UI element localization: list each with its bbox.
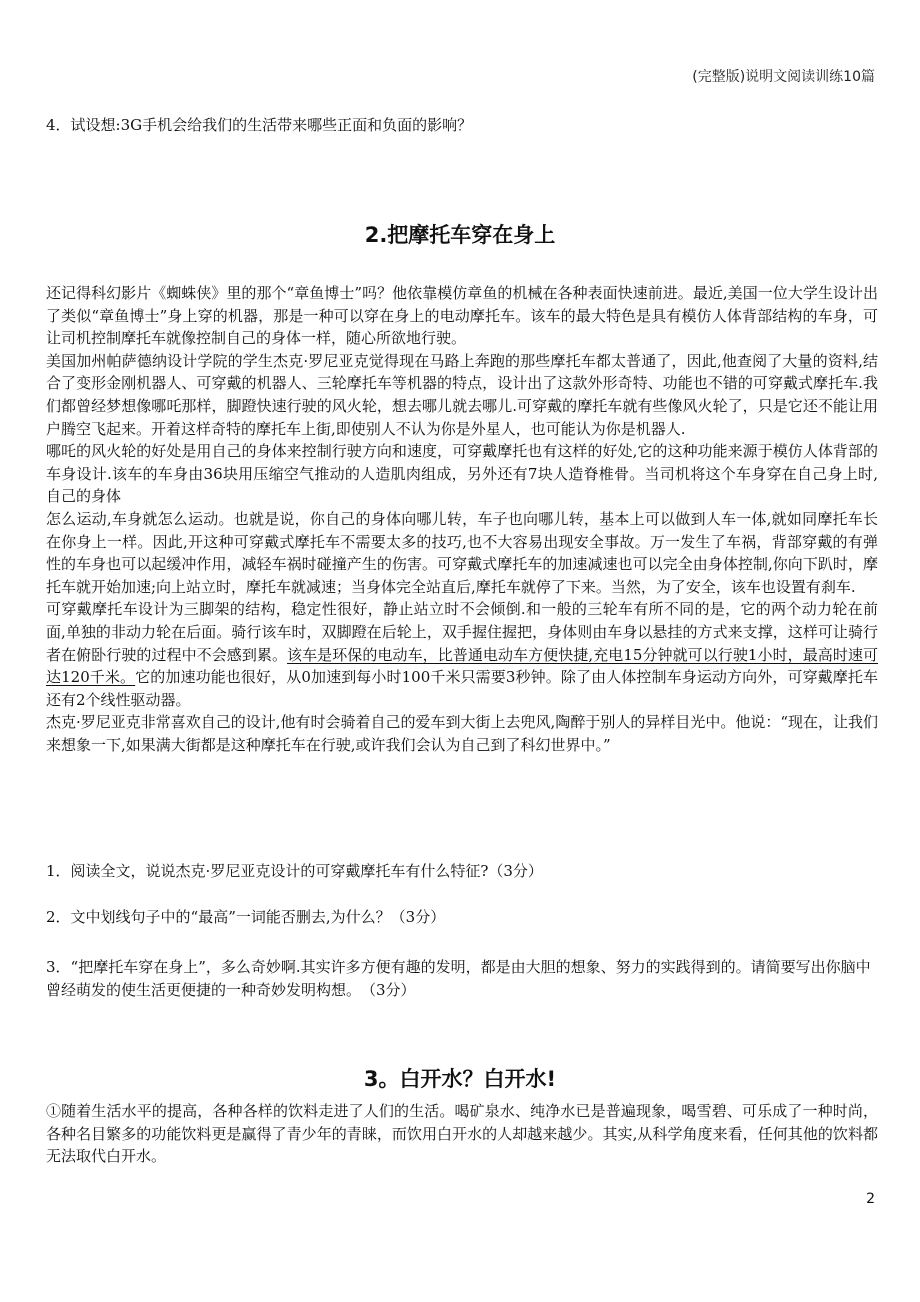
article-3-title: 3。白开水？白开水! (363, 1067, 557, 1091)
page-header: (完整版)说明文阅读训练10篇 (692, 69, 875, 85)
article-3-body (46, 1100, 878, 1168)
question-4: 4．试设想:3G手机会给我们的生活带来哪些正面和负面的影响？ (46, 116, 473, 134)
article-2-paragraph-3: 哪吒的风火轮的好处是用自己的身体来控制行驶方向和速度，可穿戴摩托也有这样的好处,它的这种功能来源于模仿人体背部的车身设计.该车的车身由36块用压缩空气推动的人造肌肉组成，另外还有7块人造脊椎骨。当司机将这个车身穿在自己身上时,自己的身体 (46, 442, 878, 506)
article-2-paragraph-4: 怎么运动,车身就怎么运动。也就是说，你自己的身体向哪儿转，车子也向哪儿转，基本上可以做到人车一体,就如同摩托车长在你身上一样。因此,开这种可穿戴式摩托车不需要太多的技巧,也不大容易出现安全事故。万一发生了车祸，背部穿戴的有弹性的车身也可以起缓冲作用，减轻车祸时碰撞产生的伤害。可穿戴式摩托车的加速减速也可以完全由身体控制,你向下趴时，摩托车就开始加速;向上站立时，摩托车就减速；当身体完全站直后,摩托车就停了下来。当然，为了安全，该车也设置有刹车. (46, 509, 878, 596)
article-2-paragraph-6: 杰克·罗尼亚克非常喜欢自己的设计,他有时会骑着自己的爱车到大街上去兜风,陶醉于别人的异样目光中。他说：“现在，让我们来想象一下,如果满大街都是这种摩托车在行驶,或许我们会认为自己到了科幻世界中。” (46, 713, 878, 754)
underlined-sentence: 该车是环保的电动车，比普通电动车方便快捷,充电15分钟就可以行驶1小时，最高时速可达120千米。 (46, 645, 878, 687)
article-2-body (46, 282, 878, 756)
article-2-title: 2.把摩托车穿在身上 (364, 223, 556, 247)
question-1: 1．阅读全文，说说杰克·罗尼亚克设计的可穿戴摩托车有什么特征?（3分） (46, 862, 543, 880)
article-2-paragraph-1: 还记得科幻影片《蜘蛛侠》里的那个“章鱼博士”吗？他依靠模仿章鱼的机械在各种表面快速前进。最近,美国一位大学生设计出了类似“章鱼博士”身上穿的机器，那是一种可以穿在身上的电动摩托车。该车的最大特色是具有模仿人体背部结构的车身，可让司机控制摩托车就像控制自己的身体一样，随心所欲地行驶。 (46, 284, 878, 348)
article-3-paragraph-1: ①随着生活水平的提高，各种各样的饮料走进了人们的生活。喝矿泉水、纯净水已是普遍现象，喝雪碧、可乐成了一种时尚，各种名目繁多的功能饮料更是赢得了青少年的青睐，而饮用白开水的人却越来越少。其实,从科学角度来看，任何其他的饮料都无法取代白开水。 (46, 1102, 878, 1166)
paragraph-5-text: 可穿戴摩托车设计为三脚架的结构，稳定性很好，静止站立时不会倾倒.和一般的三轮车有所不同的是，它的两个动力轮在前面,单独的非动力轮在后面。骑行该车时，双脚蹬在后轮上，双手握住握把，身体则由车身以悬挂的方式来支撑，这样可让骑行者在俯卧行驶的过程中不会感到累。 (46, 600, 878, 664)
paragraph-5-continued: 它的加速功能也很好，从0加速到每小时100千米只需要3秒钟。除了由人体控制车身运动方向外，可穿戴摩托车还有2个线性驱动器。 (46, 668, 878, 709)
question-2: 2．文中划线句子中的“最高”一词能否删去,为什么？（3分） (46, 908, 446, 926)
question-3: 3．“把摩托车穿在身上”，多么奇妙啊.其实许多方便有趣的发明，都是由大胆的想象、努力的实践得到的。请简要写出你脑中曾经萌发的使生活更便捷的一种奇妙发明构想。 （3分） (46, 958, 871, 999)
article-2-paragraph-2: 美国加州帕萨德纳设计学院的学生杰克·罗尼亚克觉得现在马路上奔跑的那些摩托车都太普通了，因此,他查阅了大量的资料,结合了变形金刚机器人、可穿戴的机器人、三轮摩托车等机器的特点，设计出了这款外形奇特、功能也不错的可穿戴式摩托车.我们都曾经梦想像哪吒那样，脚蹬快速行驶的风火轮，想去哪儿就去哪儿.可穿戴的摩托车就有些像风火轮了，只是它还不能让用户腾空飞起来。开着这样奇特的摩托车上街,即使别人不认为你是外星人，也可能认为你是机器人. (46, 351, 878, 438)
page-number: 2 (866, 1191, 875, 1207)
article-2-paragraph-5 (46, 598, 878, 711)
